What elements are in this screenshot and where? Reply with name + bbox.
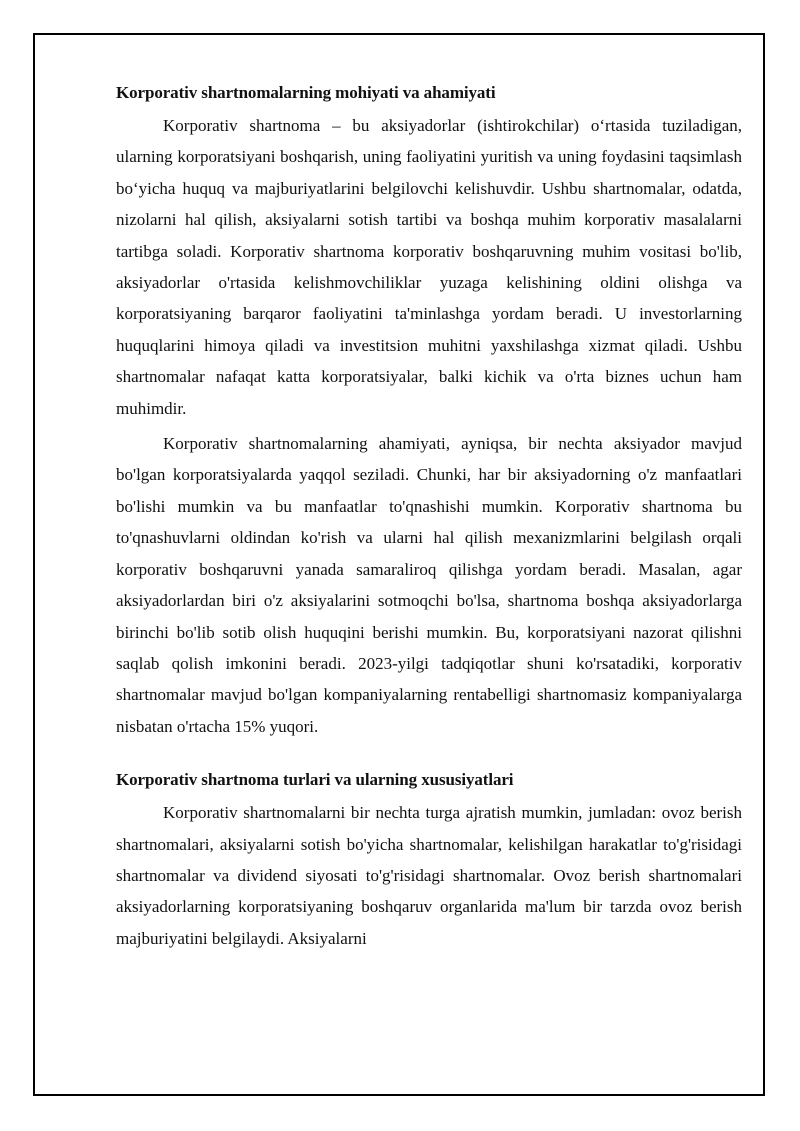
paragraph-importance: Korporativ shartnomalarning ahamiyati, ayniqsa, bir nechta aksiyador mavjud bo'lgan korporatsiyalarda yaqqol seziladi. Chunki, har bir aksiyadorning o'z manfaatlari bo'lishi mumkin va bu manfaatlar to'qnashishi mumkin. Korporativ shartnoma bu to'qnashuvlarni oldindan ko'rish va ularni hal qilish mexanizmlarini belgilash orqali korporativ boshqaruvni yanada samaraliroq qilishga yordam beradi. Masalan, agar aksiyadorlardan biri o'z aksiyalarini sotmoqchi bo'lsa, shartnoma boshqa aksiyadorlarga birinchi bo'lib sotib olish huquqini berishi mumkin. Bu, korporatsiyani nazorat qilishni saqlab qolish imkonini beradi. 2023-yilgi tadqiqotlar shuni ko'rsatadiki, korporativ shartnomalar mavjud bo'lgan kompaniyalarning rentabelligi shartnomasiz kompaniyalarga nisbatan o'rtacha 15% yuqori. (116, 434, 742, 736)
section-heading-essence: Korporativ shartnomalarning mohiyati va ahamiyati (116, 83, 496, 102)
section-heading-types: Korporativ shartnoma turlari va ularning xususiyatlari (116, 770, 514, 790)
paragraph-definition: Korporativ shartnoma – bu aksiyadorlar (ishtirokchilar) o‘rtasida tuziladigan, ularning korporatsiyani boshqarish, uning faoliyatini yuritish va uning foydasini taqsimlash bo‘yicha huquq va majburiyatlarini belgilovchi kelishuvdir. Ushbu shartnomalar, odatda, nizolarni hal qilish, aksiyalarni sotish tartibi va boshqa muhim korporativ masalalarni tartibga soladi. Korporativ shartnoma korporativ boshqaruvning muhim vositasi bo'lib, aksiyadorlar o'rtasida kelishmovchiliklar yuzaga kelishining oldini olishga va korporatsiyaning barqaror faoliyatini ta'minlashga yordam beradi. U investorlarning huquqlarini himoya qiladi va investitsion muhitni yaxshilashga xizmat qiladi. Ushbu shartnomalar nafaqat katta korporatsiyalar, balki kichik va o'rta biznes uchun ham muhimdir. (116, 116, 742, 418)
paragraph-types: Korporativ shartnomalarni bir nechta turga ajratish mumkin, jumladan: ovoz berish shartnomalari, aksiyalarni sotish bo'yicha shartnomalar, kelishilgan harakatlar to'g'risidagi shartnomalar va dividend siyosati to'g'risidagi shartnomalar. Ovoz berish shartnomalari aksiyadorlarning korporatsiyaning boshqaruv organlarida ma'lum bir tarzda ovoz berish majburiyatini belgilaydi. Aksiyalarni (116, 803, 742, 948)
document-body (116, 80, 742, 958)
